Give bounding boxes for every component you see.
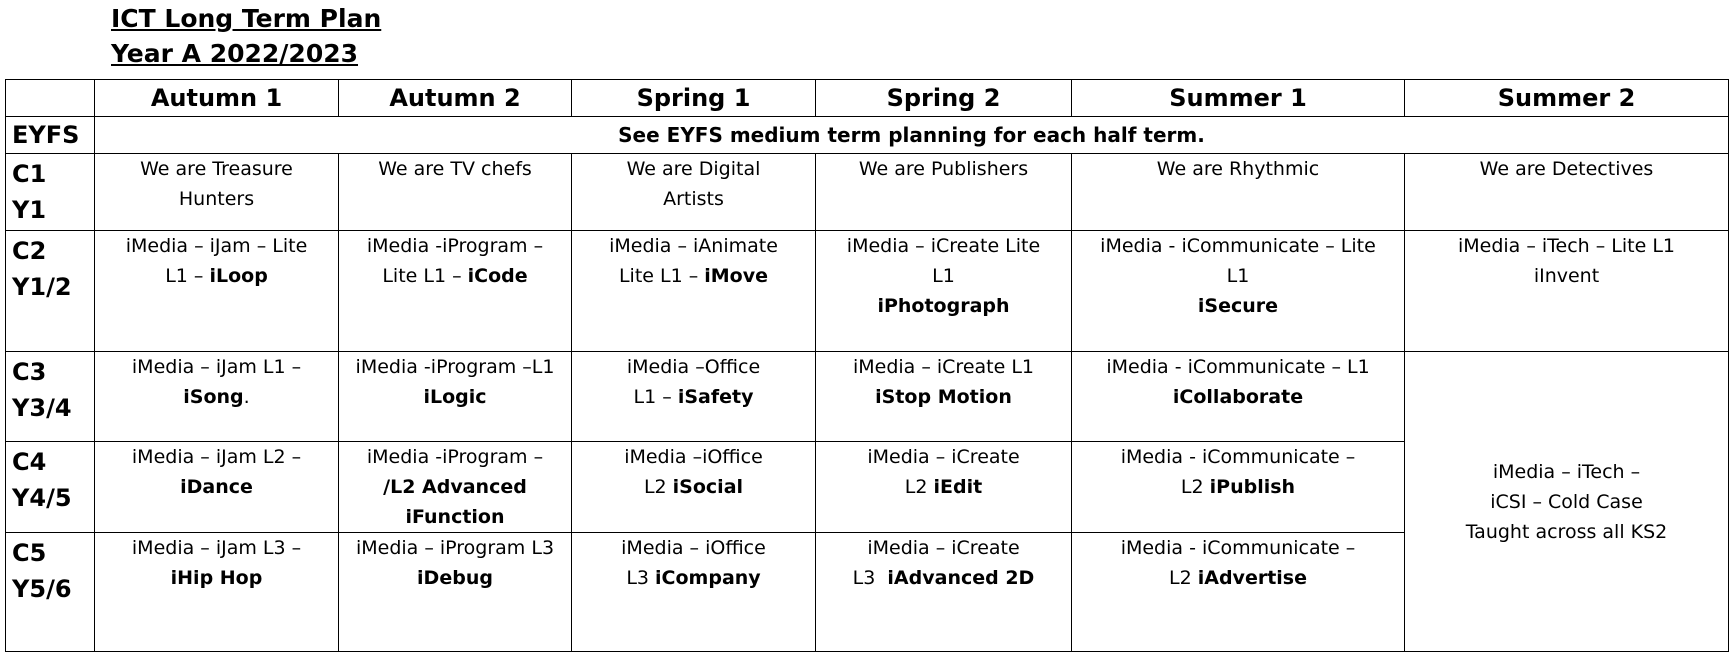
c3-row bbox=[6, 352, 1729, 442]
cell-line bbox=[1076, 563, 1400, 593]
plan-title: ICT Long Term Plan bbox=[111, 4, 382, 33]
eyfs-note: See EYFS medium term planning for each half term. bbox=[95, 117, 1729, 154]
c1-row bbox=[6, 154, 1729, 231]
cell-line: L1 bbox=[932, 265, 955, 287]
cell-line bbox=[576, 382, 811, 412]
unit-name: iStop Motion bbox=[875, 386, 1012, 408]
column-header-autumn-1: Autumn 1 bbox=[95, 80, 339, 117]
cell-line: iMedia –Office bbox=[626, 356, 761, 378]
unit-name: iFunction bbox=[405, 506, 505, 528]
row-label-eyfs: EYFS bbox=[6, 117, 95, 154]
cell-line: /L2 Advanced bbox=[383, 476, 527, 498]
cell-line: iMedia – iCreate L1 bbox=[852, 356, 1035, 378]
cell-line: iMedia – iJam L2 – bbox=[131, 446, 302, 468]
c5-summer-1 bbox=[1072, 533, 1405, 652]
column-header-spring-1: Spring 1 bbox=[572, 80, 816, 117]
cell-line: iMedia - iCommunicate – bbox=[1120, 446, 1356, 468]
row-label-c1 bbox=[6, 154, 95, 231]
c4-spring-2 bbox=[816, 442, 1072, 533]
cell-line: We are Publishers bbox=[858, 158, 1029, 180]
cell-line bbox=[343, 261, 567, 291]
column-header-summer-2: Summer 2 bbox=[1405, 80, 1729, 117]
cell-line: iMedia – iProgram L3 bbox=[355, 537, 555, 559]
unit-name: iPublish bbox=[1209, 476, 1296, 498]
c4-autumn-1 bbox=[95, 442, 339, 533]
c5-spring-1 bbox=[572, 533, 816, 652]
cell-text: L3 bbox=[852, 567, 888, 589]
unit-name: iSafety bbox=[677, 386, 754, 408]
cell-line: We are Detectives bbox=[1479, 158, 1654, 180]
cell-line: L1 bbox=[1226, 265, 1250, 287]
unit-name: iCompany bbox=[655, 567, 761, 589]
year-label: Y4/5 bbox=[12, 484, 72, 512]
cell-text: L2 bbox=[904, 476, 934, 498]
unit-name: iSocial bbox=[672, 476, 744, 498]
cell-line: iMedia -iProgram –L1 bbox=[355, 356, 555, 378]
c2-summer-1 bbox=[1072, 231, 1405, 352]
cell-line bbox=[576, 563, 811, 593]
class-label: C1 bbox=[12, 160, 47, 188]
unit-name: iEdit bbox=[933, 476, 983, 498]
year-label: Y1/2 bbox=[12, 273, 72, 301]
cell-line: iMedia – iAnimate bbox=[609, 235, 778, 257]
cell-line bbox=[576, 261, 811, 291]
year-label: Y1 bbox=[12, 196, 47, 224]
unit-name: iCollaborate bbox=[1172, 386, 1304, 408]
c2-autumn-1 bbox=[95, 231, 339, 352]
cell-line: iMedia - iCommunicate – L1 bbox=[1106, 356, 1370, 378]
row-label-c5 bbox=[6, 533, 95, 652]
cell-text: L1 – bbox=[633, 386, 678, 408]
unit-name: iAdvertise bbox=[1197, 567, 1307, 589]
cell-line: iCSI – Cold Case bbox=[1490, 490, 1643, 513]
unit-name: iCode bbox=[467, 265, 528, 287]
unit-name: iSong bbox=[183, 386, 244, 408]
cell-line: Hunters bbox=[178, 188, 255, 210]
cell-text: L3 bbox=[626, 567, 656, 589]
unit-name: iAdvanced 2D bbox=[887, 567, 1035, 589]
cell-line: iMedia – iJam – Lite bbox=[125, 235, 308, 257]
c1-spring-1 bbox=[572, 154, 816, 231]
cell-line: iMedia – iJam L1 – bbox=[131, 356, 302, 378]
c5-spring-2 bbox=[816, 533, 1072, 652]
long-term-plan-table bbox=[5, 79, 1729, 652]
cell-line: iMedia – iCreate bbox=[867, 446, 1020, 468]
column-header-autumn-2: Autumn 2 bbox=[339, 80, 572, 117]
c5-autumn-1 bbox=[95, 533, 339, 652]
year-label: Y3/4 bbox=[12, 394, 72, 422]
cell-line bbox=[820, 472, 1067, 502]
cell-line: Taught across all KS2 bbox=[1465, 520, 1668, 543]
c1-autumn-1 bbox=[95, 154, 339, 231]
c3-summer-1 bbox=[1072, 352, 1405, 442]
c1-summer-1 bbox=[1072, 154, 1405, 231]
c3-spring-2 bbox=[816, 352, 1072, 442]
unit-name: iHip Hop bbox=[170, 567, 263, 589]
class-label: C3 bbox=[12, 358, 47, 386]
c5-autumn-2 bbox=[339, 533, 572, 652]
unit-name: iDebug bbox=[417, 567, 493, 589]
cell-line: We are Treasure bbox=[140, 158, 293, 180]
cell-line: We are Rhythmic bbox=[1156, 158, 1320, 180]
unit-name: iMove bbox=[704, 265, 769, 287]
c2-summer-2 bbox=[1405, 231, 1729, 352]
cell-text: . bbox=[243, 386, 250, 408]
header-row bbox=[6, 80, 1729, 117]
c2-spring-1 bbox=[572, 231, 816, 352]
c1-spring-2 bbox=[816, 154, 1072, 231]
c4-spring-1 bbox=[572, 442, 816, 533]
cell-text: L1 – bbox=[165, 265, 210, 287]
cell-text: L2 bbox=[643, 476, 673, 498]
cell-line bbox=[99, 261, 334, 291]
cell-line: iMedia – iOffice bbox=[621, 537, 766, 559]
cell-line bbox=[99, 382, 334, 412]
cell-line: We are TV chefs bbox=[378, 158, 532, 180]
cell-line: iInvent bbox=[1533, 265, 1600, 287]
class-label: C2 bbox=[12, 237, 47, 265]
row-label-c2 bbox=[6, 231, 95, 352]
unit-name: iLoop bbox=[209, 265, 268, 287]
cell-line: iMedia – iTech – bbox=[1492, 460, 1641, 483]
year-label: Y5/6 bbox=[12, 575, 72, 603]
cell-line: iMedia - iCommunicate – Lite bbox=[1100, 235, 1376, 257]
c2-autumn-2 bbox=[339, 231, 572, 352]
plan-year: Year A 2022/2023 bbox=[111, 39, 359, 68]
cell-line bbox=[820, 563, 1067, 593]
c4-autumn-2 bbox=[339, 442, 572, 533]
cell-text: Lite L1 – bbox=[618, 265, 705, 287]
c1-summer-2 bbox=[1405, 154, 1729, 231]
row-label-c3 bbox=[6, 352, 95, 442]
c2-row bbox=[6, 231, 1729, 352]
cell-text: L2 bbox=[1180, 476, 1210, 498]
c4-summer-1 bbox=[1072, 442, 1405, 533]
cell-line: iMedia – iCreate bbox=[867, 537, 1020, 559]
corner-cell bbox=[6, 80, 95, 117]
unit-name: iPhotograph bbox=[877, 295, 1010, 317]
cell-line: We are Digital bbox=[626, 158, 761, 180]
cell-line: iMedia – iJam L3 – bbox=[131, 537, 302, 559]
cell-line: iMedia - iCommunicate – bbox=[1120, 537, 1356, 559]
c3-autumn-1 bbox=[95, 352, 339, 442]
cell-line: iMedia -iProgram – bbox=[366, 235, 544, 257]
ks2-summer-2 bbox=[1405, 352, 1729, 652]
unit-name: iLogic bbox=[423, 386, 487, 408]
cell-text: Lite L1 – bbox=[382, 265, 468, 287]
c3-autumn-2 bbox=[339, 352, 572, 442]
unit-name: iSecure bbox=[1197, 295, 1279, 317]
cell-text: L2 bbox=[1169, 567, 1198, 589]
cell-line: iMedia – iTech – Lite L1 bbox=[1457, 235, 1676, 257]
class-label: C4 bbox=[12, 448, 47, 476]
cell-line: iMedia –iOffice bbox=[624, 446, 763, 468]
column-header-summer-1: Summer 1 bbox=[1072, 80, 1405, 117]
cell-line: iMedia -iProgram – bbox=[366, 446, 544, 468]
cell-line: Artists bbox=[663, 188, 724, 210]
unit-name: iDance bbox=[180, 476, 253, 498]
c2-spring-2 bbox=[816, 231, 1072, 352]
c1-autumn-2 bbox=[339, 154, 572, 231]
cell-line: iMedia – iCreate Lite bbox=[846, 235, 1041, 257]
cell-line bbox=[1076, 472, 1400, 502]
c3-spring-1 bbox=[572, 352, 816, 442]
column-header-spring-2: Spring 2 bbox=[816, 80, 1072, 117]
eyfs-row bbox=[6, 117, 1729, 154]
class-label: C5 bbox=[12, 539, 47, 567]
row-label-c4 bbox=[6, 442, 95, 533]
cell-line bbox=[576, 472, 811, 502]
